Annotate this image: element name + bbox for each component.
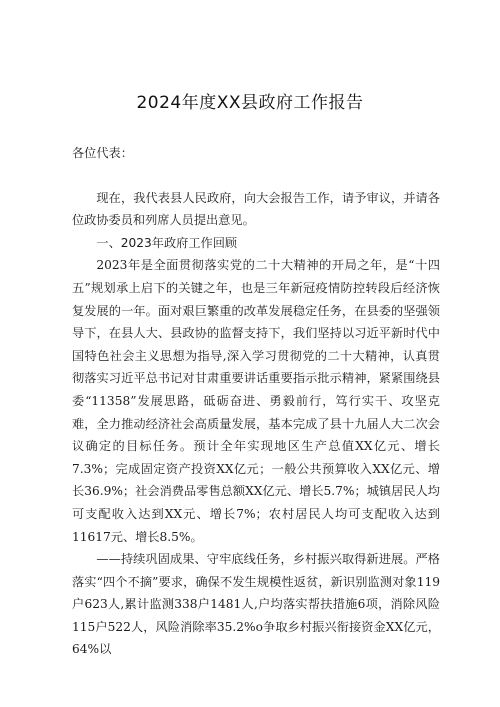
body-paragraph-2: ——持续巩固成果、守牢底线任务，乡村振兴取得新进展。严格落实“四个不摘”要求，确保不发生规模性返贫，新识别监测对象119户623人,累计监测338户1481人,户均落实帮扶措施6项，消除风险115户522人，风险消除率35.2%o争取乡村振兴衔接资金XX亿元，64%以: [72, 552, 440, 657]
document-title: 2024年度XX县政府工作报告: [136, 93, 364, 113]
intro-paragraph: 现在，我代表县人民政府，向大会报告工作，请予审议，并请各位政协委员和列席人员提出意见。: [72, 190, 440, 228]
body-paragraph-1: 2023年是全面贯彻落实党的二十大精神的开局之年，是“十四五”规划承上启下的关键之年，也是三年新冠疫情防控转段后经济恢复发展的一年。面对艰巨繁重的改革发展稳定任务，在县委的坚强领导下，在县人大、县政协的监督支持下，我们坚持以习近平新时代中国特色社会主义思想为指导,深入学习贯彻党的二十大精神，认真贯彻落实习近平总书记对甘肃重要讲话重要指示批示精神，紧紧围绕县委“11358”发展思路，砥砺奋进、勇毅前行，笃行实干、攻坚克难，全力推动经济社会高质量发展，基本完成了县十九届人大二次会议确定的目标任务。预计全年实现地区生产总值XX亿元、增长7.3%；完成固定资产投资XX亿元；一般公共预算收入XX亿元、增长36.9%；社会消费品零售总额XX亿元、增长5.7%；城镇居民人均可支配收入达到XX元、增长7%；农村居民人均可支配收入达到11617元、增长8.5%。: [72, 258, 440, 544]
document-body: [72, 142, 440, 661]
salutation: 各位代表：: [72, 146, 133, 160]
section-heading: 一、2023年政府工作回顾: [96, 235, 238, 250]
